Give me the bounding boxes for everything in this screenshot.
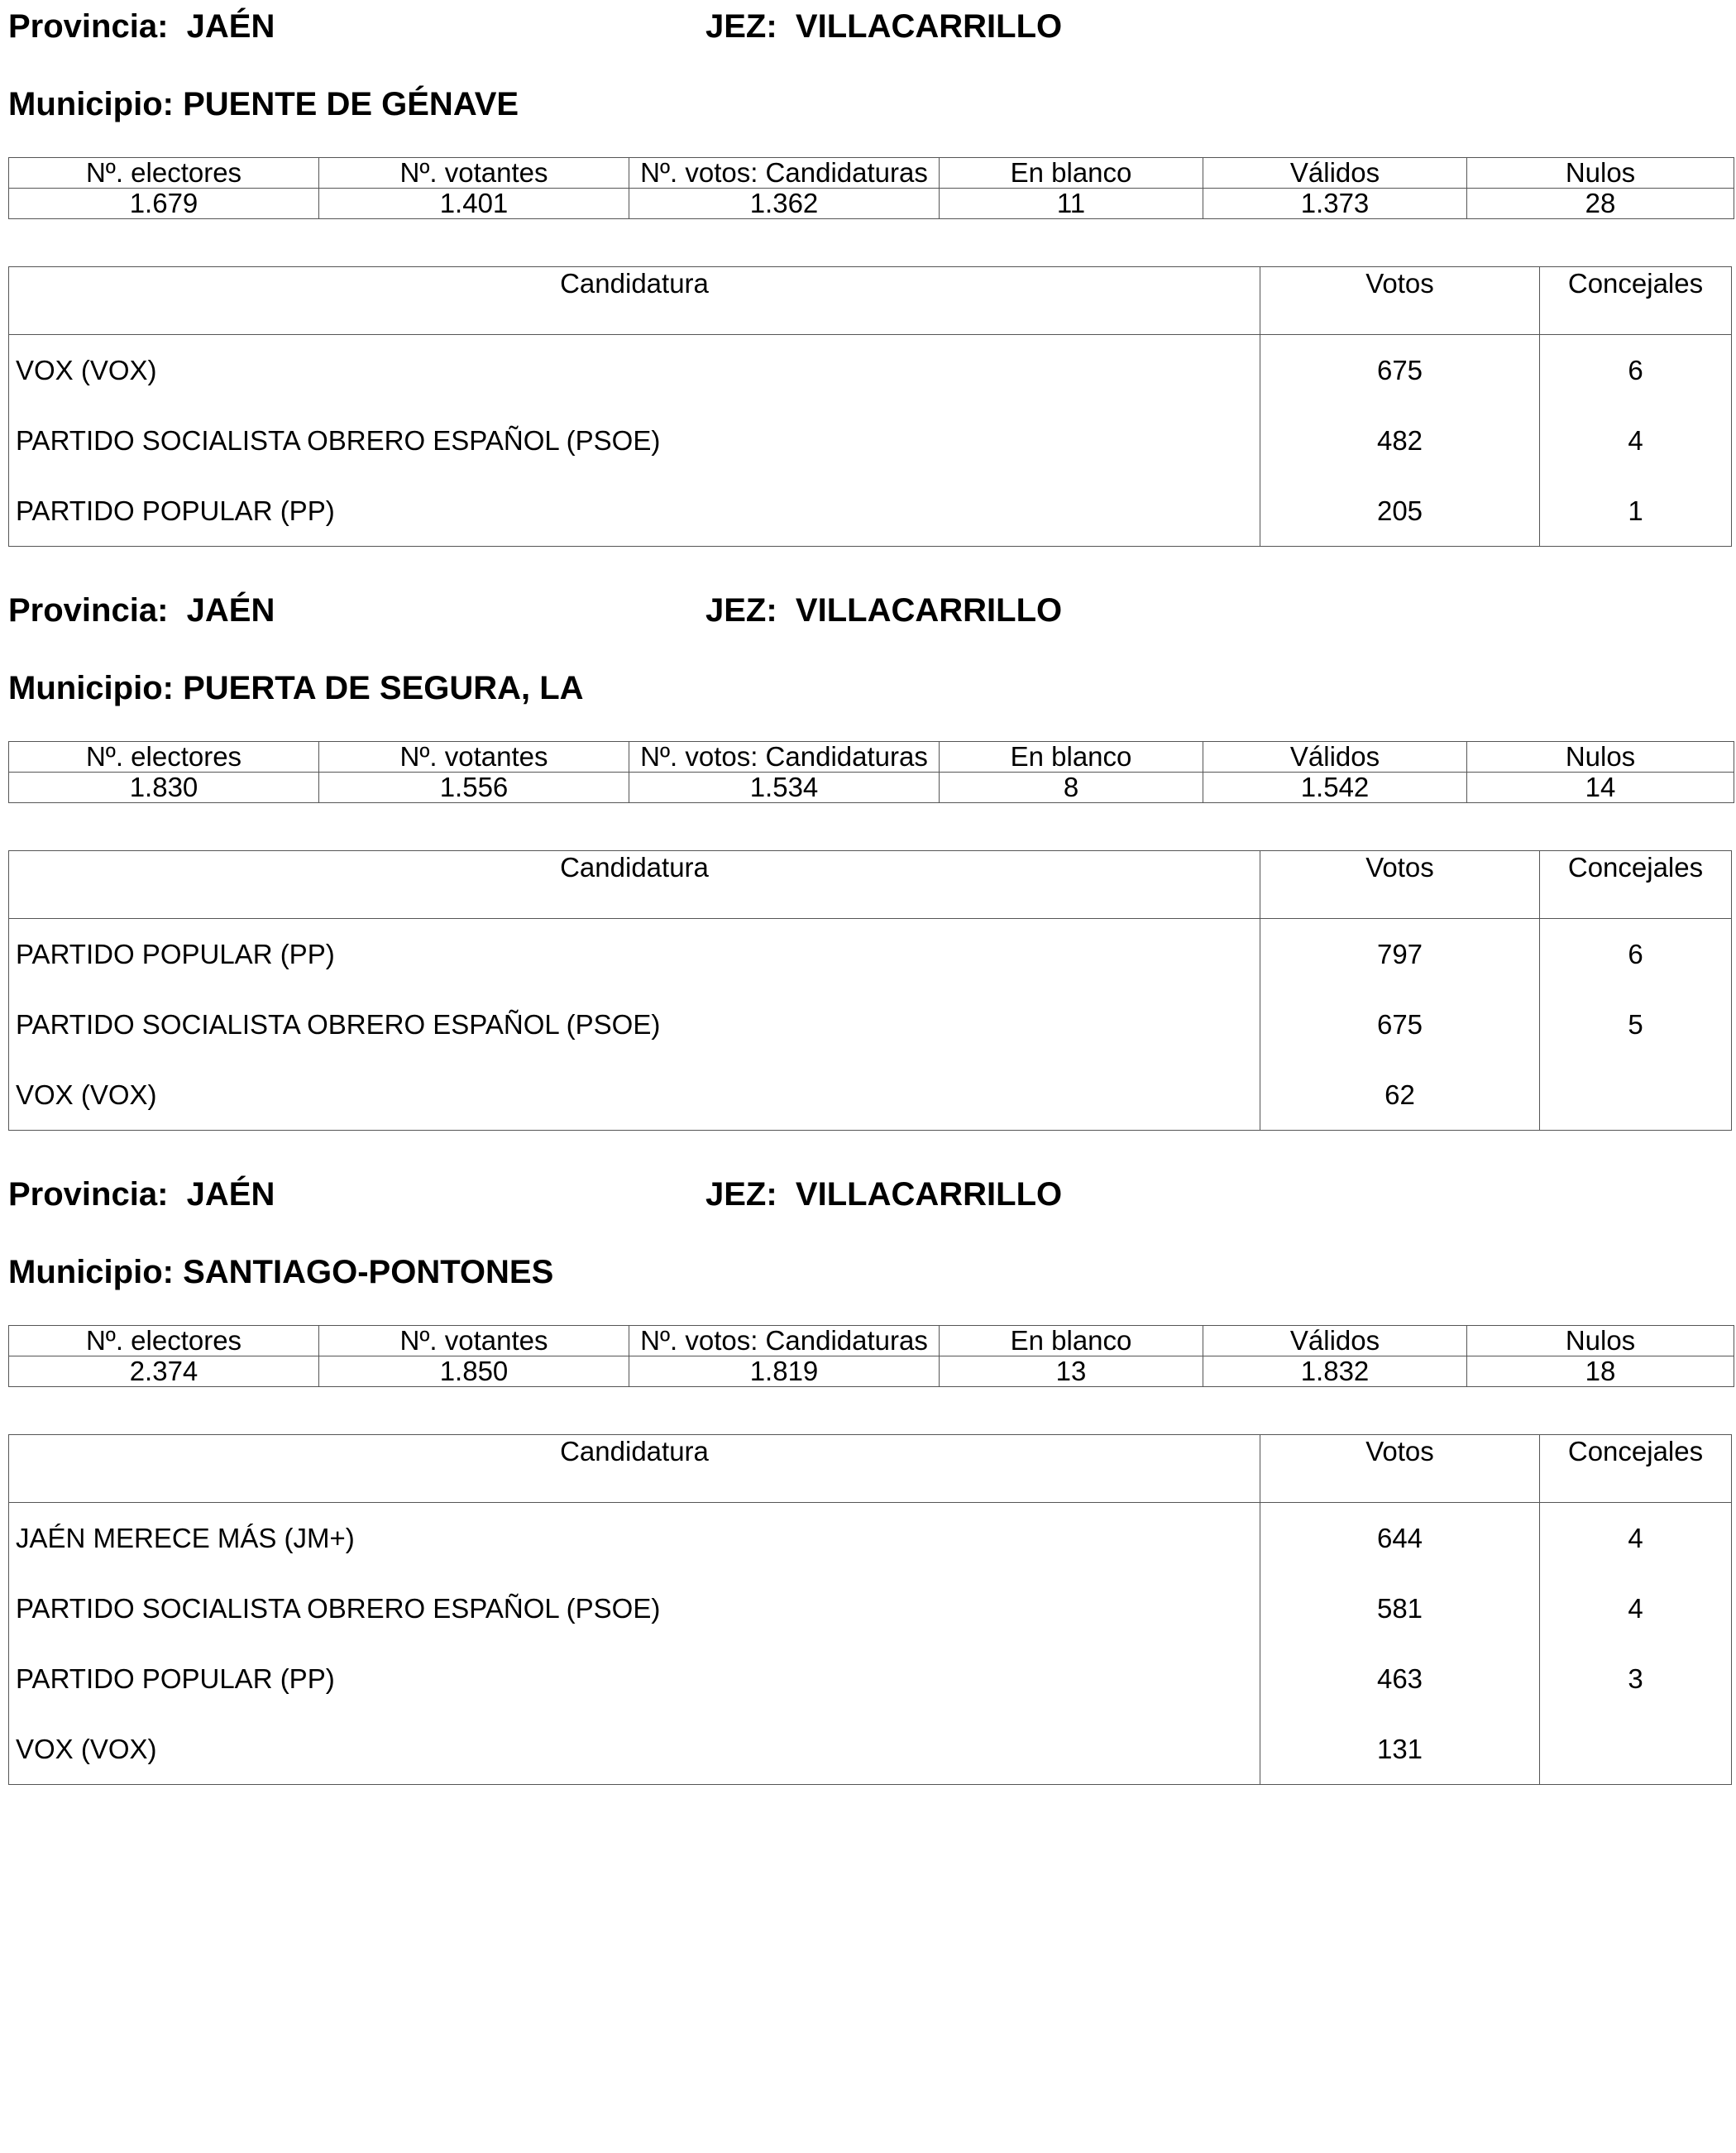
candidatura-concejales: 5 — [1540, 989, 1732, 1060]
value-en-blanco: 13 — [940, 1356, 1203, 1387]
provincia-value: JAÉN — [186, 592, 275, 629]
municipio-value: PUENTE DE GÉNAVE — [183, 86, 519, 122]
table-row — [9, 1714, 1732, 1785]
summary-table — [8, 1325, 1734, 1387]
header-candidatura: Candidatura — [9, 1435, 1260, 1503]
provincia-line — [8, 1175, 275, 1214]
value-votantes: 1.401 — [319, 189, 629, 219]
header-candidatura: Candidatura — [9, 267, 1260, 335]
table-row — [9, 405, 1732, 476]
provincia-value: JAÉN — [186, 1176, 275, 1213]
municipio-label: Municipio: — [8, 86, 174, 122]
value-nulos: 28 — [1467, 189, 1734, 219]
value-en-blanco: 11 — [940, 189, 1203, 219]
provincia-label: Provincia: — [8, 592, 169, 629]
candidatura-concejales — [1540, 1060, 1732, 1131]
summary-value-row — [9, 1356, 1734, 1387]
table-row — [9, 1643, 1732, 1714]
summary-table — [8, 741, 1734, 803]
candidatura-concejales: 4 — [1540, 1573, 1732, 1643]
summary-header-row — [9, 158, 1734, 189]
header-concejales: Concejales — [1540, 851, 1732, 919]
value-votos-candidaturas: 1.819 — [629, 1356, 940, 1387]
provincia-line — [8, 591, 275, 630]
table-row — [9, 989, 1732, 1060]
header-votos-candidaturas: Nº. votos: Candidaturas — [629, 742, 940, 773]
municipio-line — [8, 1252, 553, 1292]
header-validos: Válidos — [1203, 158, 1467, 189]
candidatura-votos: 675 — [1260, 335, 1540, 406]
candidatura-concejales — [1540, 1714, 1732, 1785]
table-row — [9, 1503, 1732, 1574]
candidatura-concejales: 6 — [1540, 335, 1732, 406]
provincia-label: Provincia: — [8, 1176, 169, 1213]
municipio-label: Municipio: — [8, 670, 174, 706]
jez-line — [705, 7, 1062, 46]
header-votos: Votos — [1260, 851, 1540, 919]
value-validos: 1.542 — [1203, 773, 1467, 803]
table-row — [9, 476, 1732, 547]
candidatura-concejales: 6 — [1540, 919, 1732, 990]
results-header-row — [9, 1435, 1732, 1503]
header-nulos: Nulos — [1467, 1326, 1734, 1356]
header-electores: Nº. electores — [9, 1326, 319, 1356]
municipio-line — [8, 668, 584, 708]
jez-value: VILLACARRILLO — [795, 8, 1063, 45]
candidatura-votos: 463 — [1260, 1643, 1540, 1714]
header-en-blanco: En blanco — [940, 742, 1203, 773]
value-nulos: 14 — [1467, 773, 1734, 803]
municipality-section — [8, 0, 1729, 584]
candidatura-votos: 797 — [1260, 919, 1540, 990]
candidatura-name: VOX (VOX) — [9, 1714, 1260, 1785]
summary-value-row — [9, 189, 1734, 219]
value-votantes: 1.556 — [319, 773, 629, 803]
table-row — [9, 1573, 1732, 1643]
header-electores: Nº. electores — [9, 742, 319, 773]
jez-value: VILLACARRILLO — [795, 1176, 1063, 1213]
value-electores: 1.830 — [9, 773, 319, 803]
value-validos: 1.373 — [1203, 189, 1467, 219]
results-table — [8, 266, 1732, 547]
candidatura-concejales: 1 — [1540, 476, 1732, 547]
candidatura-concejales: 3 — [1540, 1643, 1732, 1714]
table-row — [9, 919, 1732, 990]
candidatura-name: PARTIDO POPULAR (PP) — [9, 919, 1260, 990]
municipality-section — [8, 584, 1729, 1168]
candidatura-name: VOX (VOX) — [9, 1060, 1260, 1131]
summary-value-row — [9, 773, 1734, 803]
header-votantes: Nº. votantes — [319, 1326, 629, 1356]
value-en-blanco: 8 — [940, 773, 1203, 803]
candidatura-name: JAÉN MERECE MÁS (JM+) — [9, 1503, 1260, 1574]
value-votos-candidaturas: 1.534 — [629, 773, 940, 803]
candidatura-name: PARTIDO SOCIALISTA OBRERO ESPAÑOL (PSOE) — [9, 1573, 1260, 1643]
jez-value: VILLACARRILLO — [795, 592, 1063, 629]
summary-header-row — [9, 742, 1734, 773]
table-row — [9, 335, 1732, 406]
value-electores: 2.374 — [9, 1356, 319, 1387]
header-candidatura: Candidatura — [9, 851, 1260, 919]
header-votos-candidaturas: Nº. votos: Candidaturas — [629, 158, 940, 189]
value-nulos: 18 — [1467, 1356, 1734, 1387]
jez-line — [705, 1175, 1062, 1214]
provincia-value: JAÉN — [186, 8, 275, 45]
header-votantes: Nº. votantes — [319, 742, 629, 773]
candidatura-name: PARTIDO SOCIALISTA OBRERO ESPAÑOL (PSOE) — [9, 405, 1260, 476]
candidatura-votos: 482 — [1260, 405, 1540, 476]
provincia-line — [8, 7, 275, 46]
header-validos: Válidos — [1203, 1326, 1467, 1356]
summary-table — [8, 157, 1734, 219]
municipality-section — [8, 1168, 1729, 1764]
value-votos-candidaturas: 1.362 — [629, 189, 940, 219]
municipio-line — [8, 84, 519, 124]
header-concejales: Concejales — [1540, 267, 1732, 335]
header-en-blanco: En blanco — [940, 158, 1203, 189]
municipio-value: SANTIAGO-PONTONES — [183, 1254, 554, 1290]
candidatura-name: VOX (VOX) — [9, 335, 1260, 406]
header-votos-candidaturas: Nº. votos: Candidaturas — [629, 1326, 940, 1356]
header-en-blanco: En blanco — [940, 1326, 1203, 1356]
header-validos: Válidos — [1203, 742, 1467, 773]
table-row — [9, 1060, 1732, 1131]
candidatura-name: PARTIDO POPULAR (PP) — [9, 476, 1260, 547]
municipio-value: PUERTA DE SEGURA, LA — [183, 670, 584, 706]
summary-header-row — [9, 1326, 1734, 1356]
candidatura-votos: 644 — [1260, 1503, 1540, 1574]
header-votos: Votos — [1260, 267, 1540, 335]
header-nulos: Nulos — [1467, 158, 1734, 189]
results-table — [8, 1434, 1732, 1785]
results-table — [8, 850, 1732, 1131]
value-validos: 1.832 — [1203, 1356, 1467, 1387]
candidatura-votos: 62 — [1260, 1060, 1540, 1131]
candidatura-name: PARTIDO POPULAR (PP) — [9, 1643, 1260, 1714]
results-header-row — [9, 267, 1732, 335]
header-nulos: Nulos — [1467, 742, 1734, 773]
header-votos: Votos — [1260, 1435, 1540, 1503]
results-header-row — [9, 851, 1732, 919]
municipio-label: Municipio: — [8, 1254, 174, 1290]
candidatura-votos: 675 — [1260, 989, 1540, 1060]
candidatura-concejales: 4 — [1540, 1503, 1732, 1574]
jez-label: JEZ: — [705, 592, 777, 629]
header-electores: Nº. electores — [9, 158, 319, 189]
candidatura-votos: 205 — [1260, 476, 1540, 547]
header-votantes: Nº. votantes — [319, 158, 629, 189]
candidatura-concejales: 4 — [1540, 405, 1732, 476]
candidatura-votos: 131 — [1260, 1714, 1540, 1785]
jez-label: JEZ: — [705, 1176, 777, 1213]
header-concejales: Concejales — [1540, 1435, 1732, 1503]
candidatura-name: PARTIDO SOCIALISTA OBRERO ESPAÑOL (PSOE) — [9, 989, 1260, 1060]
value-electores: 1.679 — [9, 189, 319, 219]
jez-line — [705, 591, 1062, 630]
provincia-label: Provincia: — [8, 8, 169, 45]
jez-label: JEZ: — [705, 8, 777, 45]
value-votantes: 1.850 — [319, 1356, 629, 1387]
candidatura-votos: 581 — [1260, 1573, 1540, 1643]
